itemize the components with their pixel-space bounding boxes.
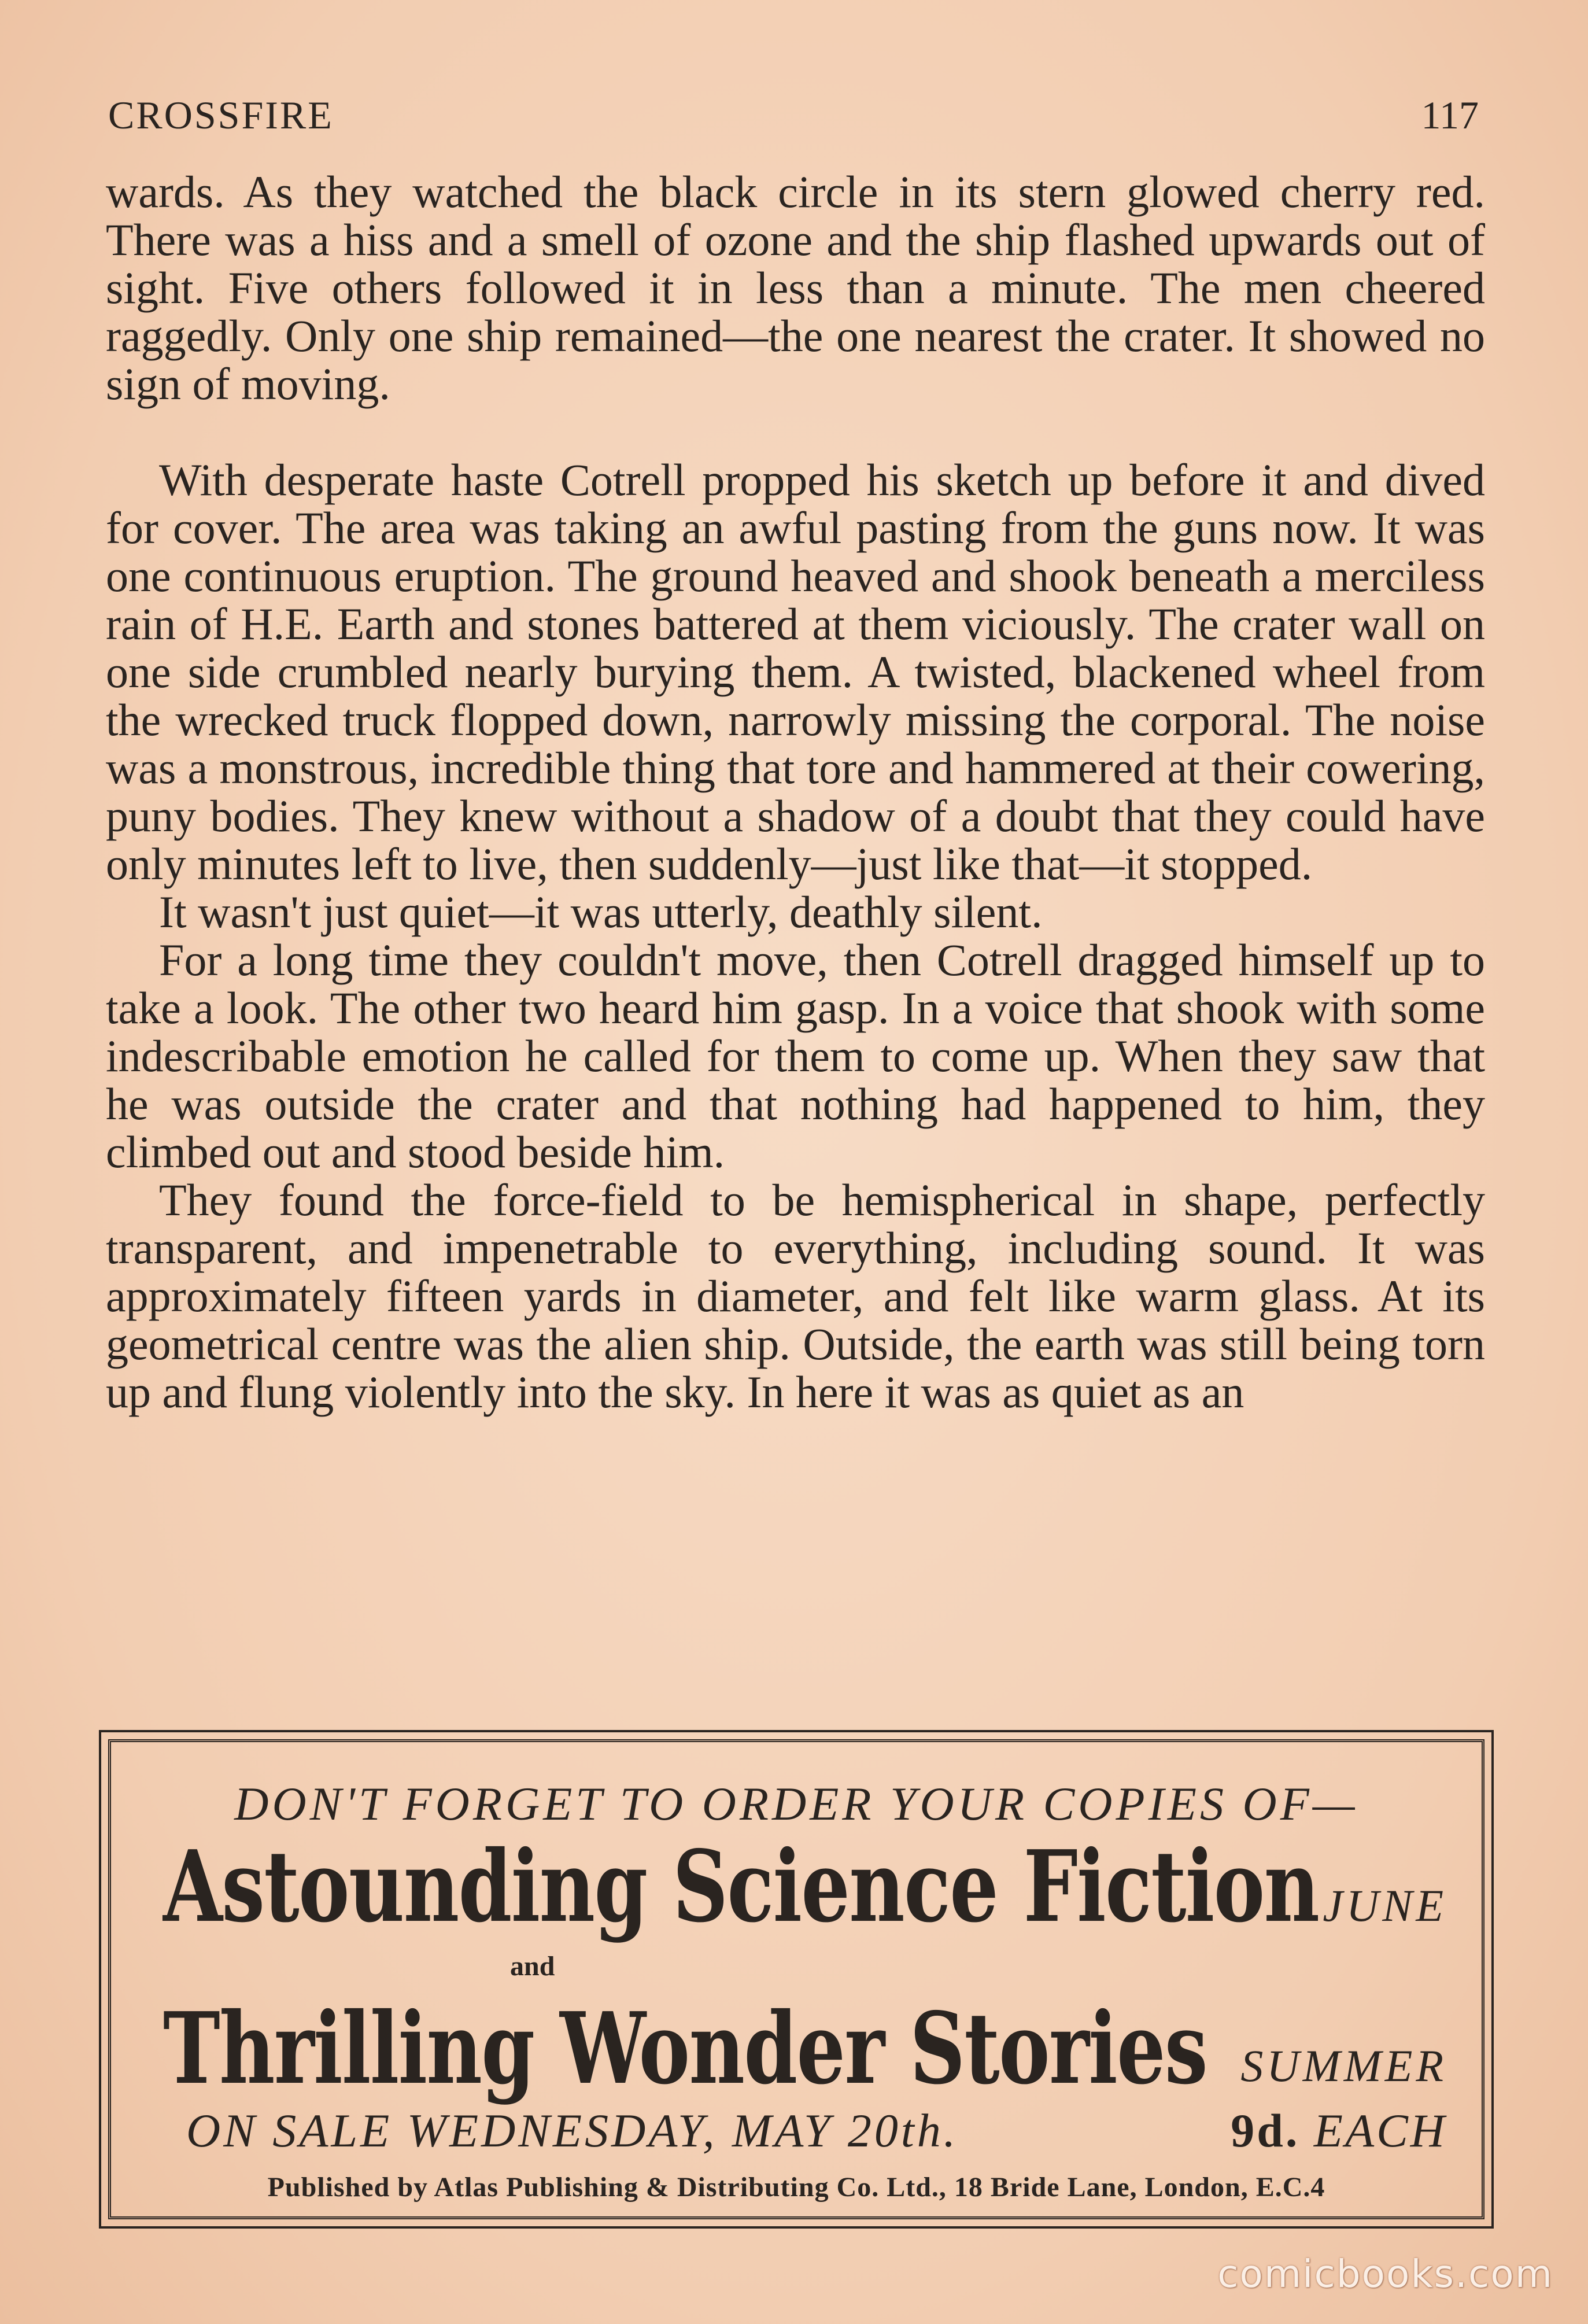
paragraph: With desperate haste Cotrell propped his sketch up before it and dived for cover. The area was taking an awful pasting from the guns now. It was one continuous eruption. The ground heaved and shook beneath a merciless rain of H.E. Earth and stones battered at them viciously. The crater wall on one side crumbled nearly burying them. A twisted, blackened wheel from the wrecked truck flopped down, narrowly missing the corporal. The noise was a monstrous, incredible thing that tore and hammered at their cowering, puny bodies. They knew without a shadow of a doubt that they could have only minutes left to live, then suddenly—just like that—it stopped. <box>106 455 1485 889</box>
watermark: comicbooks.com <box>1217 2252 1553 2296</box>
paragraph: It wasn't just quiet—it was utterly, deathly silent. <box>159 887 1043 937</box>
advertisement-box <box>108 1739 1484 2219</box>
ad-price <box>1231 2104 1447 2158</box>
paragraph: For a long time they couldn't move, then Cotrell dragged himself up to take a look. The other two heard him gasp. In a voice that shook with some indescribable emotion he called for them to come up. When they saw that he was outside the crater and that nothing had happened to him, they climbed out and stood beside him. <box>106 935 1485 1177</box>
ad-edition-summer: SUMMER <box>1240 2041 1447 2091</box>
running-title: CROSSFIRE <box>108 93 334 137</box>
ad-edition-june: JUNE <box>1323 1880 1447 1931</box>
ad-publisher-line: Published by Atlas Publishing & Distributing Co. Ltd., 18 Bride Lane, London, E.C.4 <box>267 2172 1325 2203</box>
ad-sale-date: ON SALE WEDNESDAY, MAY 20th. <box>186 2104 959 2157</box>
story-text <box>106 168 1485 1416</box>
ad-headline: DON'T FORGET TO ORDER YOUR COPIES OF— <box>234 1777 1358 1830</box>
ad-conjunction: and <box>510 1951 555 1982</box>
paragraph: wards. As they watched the black circle in its stern glowed cherry red. There was a hiss and a smell of ozone and the ship flashed upwards out of sight. Five others followed it in less than a minute. The men cheered raggedly. Only one ship remained—the one nearest the crater. It showed no sign of moving. <box>106 167 1485 409</box>
ad-magazine-title-astounding: Astounding Science Fiction <box>163 1829 1319 1945</box>
ad-price-each: EACH <box>1313 2104 1447 2157</box>
running-head <box>108 93 1479 139</box>
ad-magazine-title-thrilling: Thrilling Wonder Stories <box>163 1991 1207 2107</box>
paragraph: They found the force-field to be hemispherical in shape, perfectly transparent, and impenetrable to everything, including sound. It was approximately fifteen yards in diameter, and felt like warm glass. At its geometrical centre was the alien ship. Outside, the earth was still being torn up and flung violently into the sky. In here it was as quiet as an <box>106 1175 1485 1417</box>
ad-price-amount: 9d. <box>1231 2104 1300 2157</box>
page-number: 117 <box>1421 93 1479 137</box>
